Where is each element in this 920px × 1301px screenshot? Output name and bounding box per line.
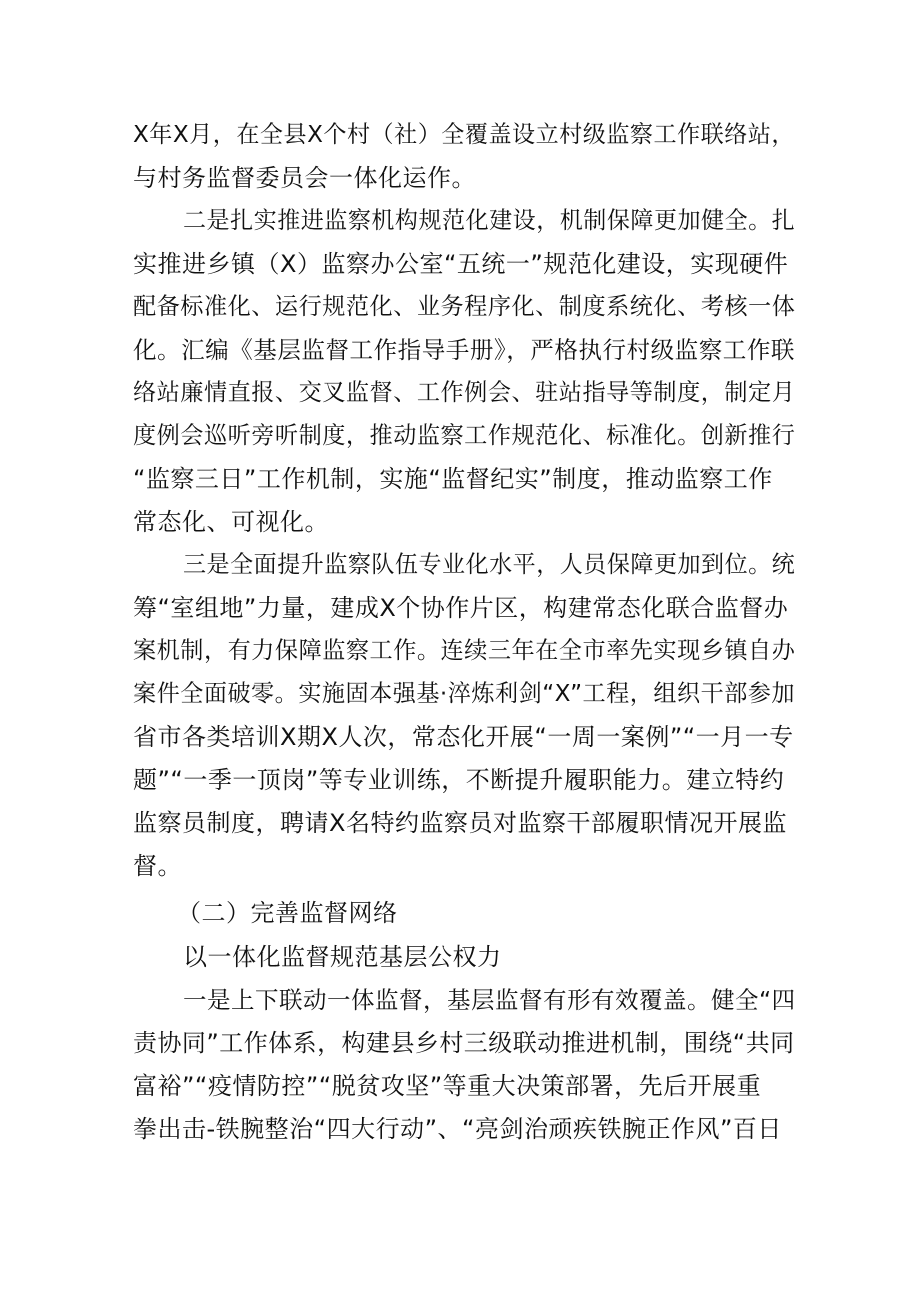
text-line: 络站廉情直报、交叉监督、工作例会、驻站指导等制度，制定月 [133, 380, 796, 406]
text-line: 筹“室组地”力量，建成X个协作片区，构建常态化联合监督办 [133, 594, 789, 622]
text-line: 案机制，有力保障监察工作。连续三年在全市率先实现乡镇自办 [133, 638, 796, 664]
text-line: 题”“一季一顶岗”等专业训练，不断提升履职能力。建立特约 [133, 766, 785, 794]
section-subheading: 以一体化监督规范基层公权力 [183, 943, 502, 971]
text-line: 与村务监督委员会一体化运作。 [133, 164, 476, 192]
text-line: 度例会巡听旁听制度，推动监察工作规范化、标准化。创新推行 [133, 423, 796, 449]
text-line: X年X月，在全县X个村（社）全覆盖设立村级监察工作联络站， [133, 122, 795, 148]
text-line: 三是全面提升监察队伍专业化水平，人员保障更加到位。统 [183, 552, 796, 578]
section-heading: （二）完善监督网络 [177, 899, 398, 927]
text-line: 化。汇编《基层监督工作指导手册》，严格执行村级监察工作联 [133, 336, 795, 364]
text-line: 一是上下联动一体监督，基层监督有形有效覆盖。健全“四 [183, 986, 796, 1014]
text-line: 责协同”工作体系，构建县乡村三级联动推进机制，围绕“共同 [133, 1029, 795, 1057]
text-line: 配备标准化、运行规范化、业务程序化、制度系统化、考核一体 [133, 294, 796, 320]
text-line: 案件全面破零。实施固本强基·淬炼利剑“X”工程，组织干部参加 [133, 681, 796, 707]
text-line: 拳出击-铁腕整治“四大行动”、“亮剑治顽疾铁腕正作风”百日 [133, 1115, 782, 1143]
text-line: 常态化、可视化。 [133, 508, 329, 536]
text-line: 富裕”“疫情防控”“脱贫攻坚”等重大决策部署，先后开展重 [133, 1072, 762, 1100]
text-line: 督。 [133, 852, 182, 880]
text-line: 二是扎实推进监察机构规范化建设，机制保障更加健全。扎 [183, 208, 796, 234]
text-line: 省市各类培训X期X人次，常态化开展“一周一案例”“一月一专 [133, 723, 794, 751]
text-line: “监察三日”工作机制，实施“监督纪实”制度，推动监察工作 [133, 465, 773, 493]
text-line: 监察员制度，聘请X名特约监察员对监察干部履职情况开展监 [133, 809, 787, 837]
text-line: 实推进乡镇（X）监察办公室“五统一”规范化建设，实现硬件 [133, 250, 789, 278]
